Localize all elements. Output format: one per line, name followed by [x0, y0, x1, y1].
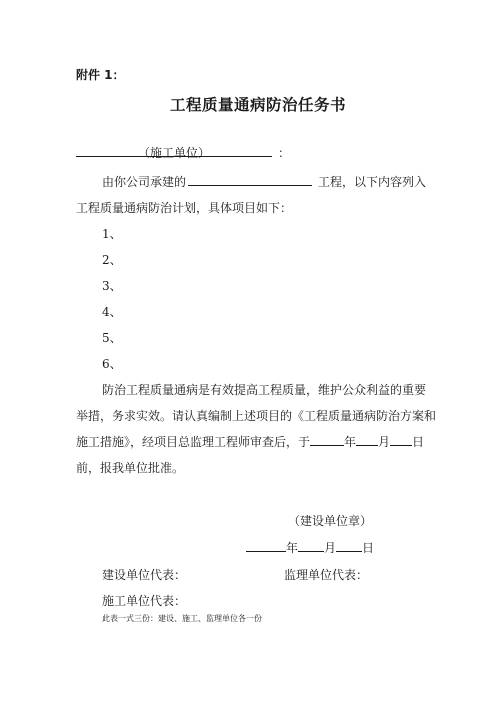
intro-line: [102, 173, 426, 190]
intro-end: 工程，以下内容列入: [318, 175, 427, 189]
paragraph-line-2: 举措，务求实效。请认真编制上述项目的《工程质量通病防治方案和: [76, 409, 437, 423]
blank-line: [210, 144, 272, 157]
footnote: 此表一式三份：建设、施工、监理单位各一份: [102, 614, 262, 623]
builder-rep-label: 建设单位代表：: [102, 568, 187, 582]
year-blank: [246, 539, 286, 552]
intro-line-2: 工程质量通病防治计划，具体项目如下：: [76, 201, 293, 215]
day-blank: [336, 539, 362, 552]
contractor-rep-label: 施工单位代表：: [102, 594, 187, 608]
item-3: 3、: [102, 279, 122, 293]
blank-line: [76, 144, 138, 157]
project-name-blank: [188, 173, 312, 186]
year-label: 年: [286, 541, 299, 555]
day-blank: [390, 433, 412, 446]
intro-start: 由你公司承建的: [102, 175, 187, 189]
year-label: 年: [344, 435, 357, 449]
paragraph-line-3-text: 施工措施》，经项目总监理工程师审查后，于: [76, 435, 311, 449]
day-label: 日: [362, 541, 375, 555]
day-label: 日: [412, 435, 425, 449]
year-blank: [310, 433, 344, 446]
item-1: 1、: [102, 227, 122, 241]
month-blank: [298, 539, 324, 552]
item-5: 5、: [102, 331, 122, 345]
month-label: 月: [324, 541, 337, 555]
recipient-colon: ：: [278, 146, 291, 160]
supervisor-rep-label: 监理单位代表：: [284, 568, 369, 582]
attachment-label: 附件 1：: [76, 68, 125, 82]
signature-date: [246, 539, 374, 556]
month-label: 月: [378, 435, 391, 449]
paragraph-line-4: 前，报我单位批准。: [76, 461, 185, 475]
paragraph-line-3: [76, 433, 424, 450]
recipient-unit: （施工单位）: [138, 146, 211, 160]
document-title: 工程质量通病防治任务书: [170, 96, 347, 114]
recipient-line: [76, 144, 290, 161]
seal-label: （建设单位章）: [288, 514, 373, 528]
item-4: 4、: [102, 305, 122, 319]
item-6: 6、: [102, 357, 122, 371]
item-2: 2、: [102, 253, 122, 267]
paragraph-line-1: 防治工程质量通病是有效提高工程质量，维护公众利益的重要: [102, 383, 427, 397]
month-blank: [356, 433, 378, 446]
